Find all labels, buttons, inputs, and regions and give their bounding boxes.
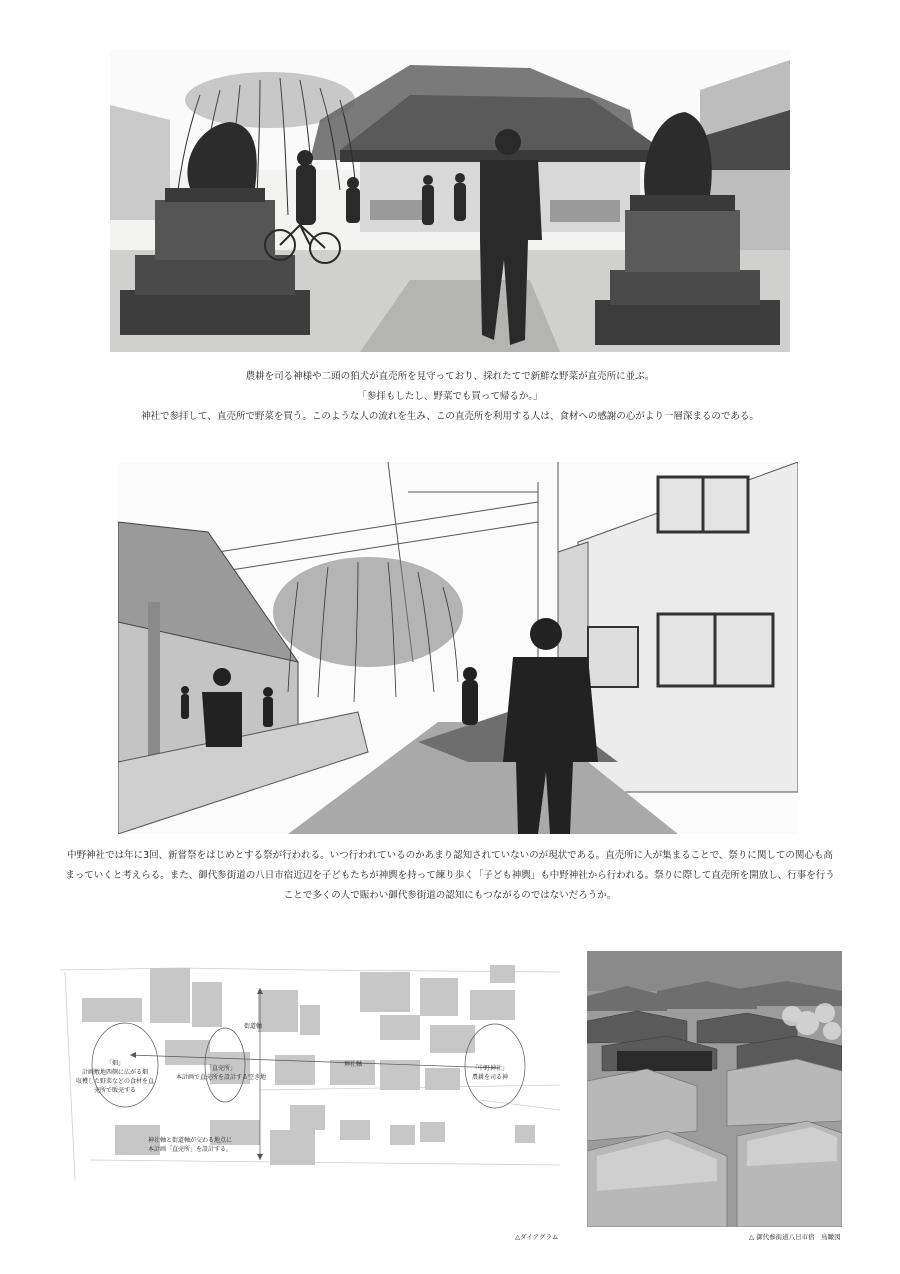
model-photo [587, 951, 842, 1227]
intersection-note [148, 1136, 232, 1154]
top-caption-line-3: 神社で参拝して、直売所で野菜を買う。このような人の流れを生み、この直売所を利用する人は、食材への感謝の心がより一層深まるのである。 [141, 411, 759, 422]
top-caption-line-1: 農耕を司る神様や二頭の狛犬が直売所を見守っており、採れたてで新鮮な野菜が直売所に並ぶ。 [245, 371, 655, 382]
street-sketch-illustration [118, 462, 798, 834]
intersection-note-1: 神社軸と街道軸が交わる地点に [148, 1137, 233, 1144]
shop-label [176, 1064, 266, 1082]
middle-caption-line-3: ことで多くの人で賑わい御代参街道の認知にもつながるのではないだろうか。 [283, 890, 617, 901]
field-desc-3: 売所で販売する [94, 1087, 137, 1094]
shrine-sketch-illustration [110, 50, 790, 352]
middle-caption-line-2: まっていくと考えらる。また、御代参街道の八日市宿近辺を子どもたちが神輿を持って練り歩く「子ども神輿」も中野神社から行われる。祭りに際して直売所を開放し、行事を行う [65, 870, 835, 881]
field-desc-1: 計画敷地西側に広がる畑 [82, 1069, 149, 1076]
shop-title: 「直売所」 [206, 1065, 237, 1072]
field-desc-2: 収穫した野菜などの食材を直 [76, 1078, 155, 1085]
street-axis-label: 街道軸 [244, 1023, 263, 1030]
field-label [76, 1059, 154, 1095]
middle-caption-line-1: 中野神社では年に3回、新嘗祭をはじめとする祭が行われる。いつ行われているのかあまり認知されていないのが現状である。直売所に人が集まることで、祭りに関しての関心も高 [67, 850, 833, 861]
diagram-caption: △ダイアグラム [515, 1233, 559, 1241]
shrine-title: 「中野神社」 [472, 1065, 509, 1072]
shop-desc: 本計画で直売所を設計する空き地 [176, 1074, 267, 1081]
field-title: 「畑」 [106, 1060, 125, 1067]
model-caption: △ 御代参街道八日市宿 鳥瞰図 [749, 1233, 841, 1241]
shrine-desc: 農耕を司る神 [472, 1074, 509, 1081]
top-caption-line-2: 「参拝もしたし、野菜でも買って帰るか。」 [357, 391, 543, 402]
shrine-axis-label: 神社軸 [344, 1061, 363, 1068]
shrine-label [472, 1064, 508, 1082]
middle-caption [0, 846, 900, 906]
intersection-note-2: 本計画「直売所」を設計する。 [148, 1146, 233, 1153]
top-caption [0, 367, 900, 427]
